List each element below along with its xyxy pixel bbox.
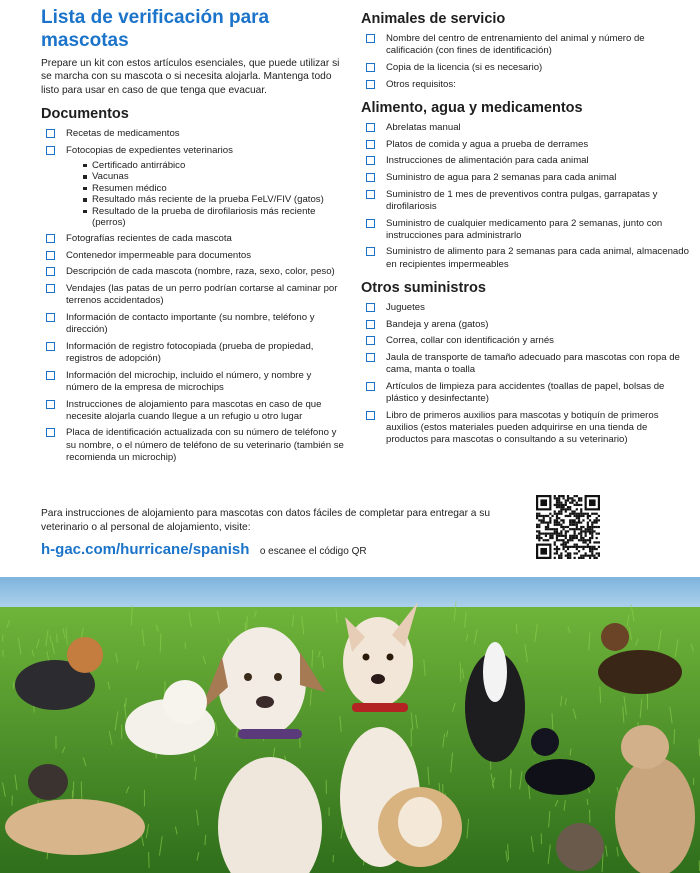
otros-list: [361, 302, 691, 447]
checkbox-icon[interactable]: [366, 173, 375, 182]
list-item: [41, 145, 346, 229]
checkbox-icon[interactable]: [366, 190, 375, 199]
list-item: [361, 335, 691, 347]
checkbox-icon[interactable]: [46, 267, 55, 276]
scan-text: o escanee el código QR: [259, 546, 367, 557]
item-label: Recetas de medicamentos: [66, 128, 180, 139]
hgac-link[interactable]: h-gac.com/hurricane/spanish: [41, 541, 250, 558]
bullet-icon: [83, 187, 87, 191]
list-item: [361, 189, 691, 213]
item-label: Correa, collar con identificación y arnés: [386, 335, 554, 347]
item-label: Certificado antirrábico: [92, 159, 186, 171]
checkbox-icon[interactable]: [366, 80, 375, 89]
list-item: [361, 62, 691, 74]
checkbox-icon[interactable]: [46, 313, 55, 322]
item-label: Suministro de 1 mes de preventivos contra pulgas, garrapatas y dirofilariosis: [386, 188, 658, 212]
documentos-heading: Documentos: [41, 106, 129, 122]
checkbox-icon[interactable]: [46, 400, 55, 409]
checkbox-icon[interactable]: [366, 247, 375, 256]
sublist-item: [82, 194, 346, 205]
page-title: Lista de verificación para mascotas: [41, 7, 270, 51]
sublist-item: [82, 160, 346, 171]
bullet-icon: [83, 175, 87, 179]
alimento-heading: Alimento, agua y medicamentos: [361, 99, 583, 116]
item-label: Descripción de cada mascota (nombre, raza, sexo, color, peso): [66, 266, 335, 278]
checkbox-icon[interactable]: [366, 320, 375, 329]
sublist-item: [82, 206, 346, 229]
alimento-list: [361, 122, 691, 271]
item-label: Resultado de la prueba de dirofilariosis más reciente (perros): [92, 205, 316, 228]
item-label: Suministro de alimento para 2 semanas para cada animal, almacenado en recipientes impermeables: [386, 246, 689, 270]
checkbox-icon[interactable]: [366, 353, 375, 362]
bullet-icon: [83, 210, 87, 214]
item-label: Juguetes: [386, 301, 425, 313]
checkbox-icon[interactable]: [366, 303, 375, 312]
sublist-item: [82, 183, 346, 194]
item-label: Información de registro fotocopiada (prueba de propiedad, registros de adopción): [66, 340, 314, 364]
item-label: Instrucciones de alojamiento para mascotas en caso de que necesite alojarla cuando llegue a un refugio u otro lugar: [66, 398, 322, 422]
list-item: [361, 410, 691, 447]
sublist-item: [82, 171, 346, 182]
pets-photo: [0, 577, 700, 873]
checkbox-icon[interactable]: [46, 428, 55, 437]
list-item: [361, 79, 691, 91]
checkbox-icon[interactable]: [46, 251, 55, 260]
item-label: Otros requisitos:: [386, 78, 456, 90]
checkbox-icon[interactable]: [366, 123, 375, 132]
checkbox-icon[interactable]: [366, 336, 375, 345]
item-label: Información de contacto importante (su nombre, teléfono y dirección): [66, 311, 315, 336]
documentos-list: [41, 128, 346, 464]
list-item: [361, 155, 691, 167]
animales-list: [361, 33, 691, 91]
intro-text: Prepare un kit con estos artículos esenciales, que puede utilizar si se marcha con su mascota o si necesita alojarla. Mantenga todo listo para usar en caso de que tenga que evacuar.: [41, 58, 340, 96]
qr-code-icon[interactable]: [536, 495, 600, 559]
cat-small-bottom: [556, 823, 604, 871]
checkbox-icon[interactable]: [46, 342, 55, 351]
item-label: Resumen médico: [92, 182, 167, 194]
list-item: [41, 283, 346, 307]
sublist: [66, 160, 346, 228]
checkbox-icon[interactable]: [46, 146, 55, 155]
animales-heading: Animales de servicio: [361, 11, 506, 27]
item-label: Información del microchip, incluido el número, y nombre y número de la empresa de microchips: [66, 369, 312, 393]
list-item: [41, 128, 346, 140]
footer-text: Para instrucciones de alojamiento para mascotas con datos fáciles de completar para entregar a su veterinario o al personal de alojamiento, visite:: [41, 508, 491, 533]
checkbox-icon[interactable]: [366, 219, 375, 228]
item-label: Placa de identificación actualizada con su número de teléfono y su nombre, o el número de teléfono de su veterinario (también se recomienda un microchip): [66, 427, 344, 463]
list-item: [41, 427, 346, 464]
list-item: [361, 381, 691, 405]
url-row: [41, 541, 367, 559]
list-item: [41, 250, 346, 262]
checkbox-icon[interactable]: [46, 371, 55, 380]
checkbox-icon[interactable]: [366, 140, 375, 149]
item-label: Contenedor impermeable para documentos: [66, 249, 252, 261]
item-label: Vacunas: [92, 171, 129, 183]
checkbox-icon[interactable]: [366, 382, 375, 391]
list-item: [361, 302, 691, 314]
otros-heading: Otros suministros: [361, 279, 486, 296]
checkbox-icon[interactable]: [46, 284, 55, 293]
item-label: Libro de primeros auxilios para mascotas y botiquín de primeros auxilios (estos materiales pueden adquirirse en una tienda de productos para mascotas o consultando a su veterinario): [386, 409, 659, 446]
checkbox-icon[interactable]: [46, 129, 55, 138]
item-label: Copia de la licencia (si es necesario): [386, 61, 543, 73]
list-item: [361, 33, 691, 57]
item-label: Fotografías recientes de cada mascota: [66, 232, 232, 244]
item-label: Artículos de limpieza para accidentes (toallas de papel, bolsas de plástico y desinfectante): [386, 380, 665, 405]
item-label: Instrucciones de alimentación para cada animal: [386, 155, 589, 167]
checkbox-icon[interactable]: [366, 156, 375, 165]
list-item: [41, 312, 346, 336]
right-column: [361, 10, 691, 451]
list-item: [361, 139, 691, 151]
checkbox-icon[interactable]: [46, 234, 55, 243]
checkbox-icon[interactable]: [366, 63, 375, 72]
bullet-icon: [83, 164, 87, 168]
list-item: [361, 122, 691, 134]
list-item: [41, 399, 346, 423]
item-label: Suministro de cualquier medicamento para 2 semanas, junto con instrucciones para administrarlo: [386, 217, 663, 241]
list-item: [41, 370, 346, 394]
item-label: Suministro de agua para 2 semanas para cada animal: [386, 171, 617, 183]
item-label: Bandeja y arena (gatos): [386, 318, 489, 330]
list-item: [41, 266, 346, 278]
item-label: Fotocopias de expedientes veterinarios: [66, 144, 233, 156]
item-label: Vendajes (las patas de un perro podrían cortarse al caminar por terrenos accidentados): [66, 282, 338, 307]
dog-cocker: [378, 787, 462, 867]
item-label: Abrelatas manual: [386, 121, 461, 133]
item-label: Resultado más reciente de la prueba FeLV/FIV (gatos): [92, 194, 324, 206]
documentos-section: [41, 105, 346, 469]
list-item: [361, 172, 691, 184]
checkbox-icon[interactable]: [366, 411, 375, 420]
item-label: Nombre del centro de entrenamiento del animal y número de calificación (con fines de identificación): [386, 33, 645, 57]
list-item: [361, 319, 691, 331]
item-label: Jaula de transporte de tamaño adecuado para mascotas con ropa de cama, manta o toalla: [386, 351, 680, 376]
list-item: [361, 218, 691, 242]
list-item: [41, 341, 346, 365]
bullet-icon: [83, 198, 87, 202]
list-item: [361, 246, 691, 270]
item-label: Platos de comida y agua a prueba de derrames: [386, 138, 589, 150]
list-item: [41, 233, 346, 245]
checkbox-icon[interactable]: [366, 34, 375, 43]
list-item: [361, 352, 691, 376]
